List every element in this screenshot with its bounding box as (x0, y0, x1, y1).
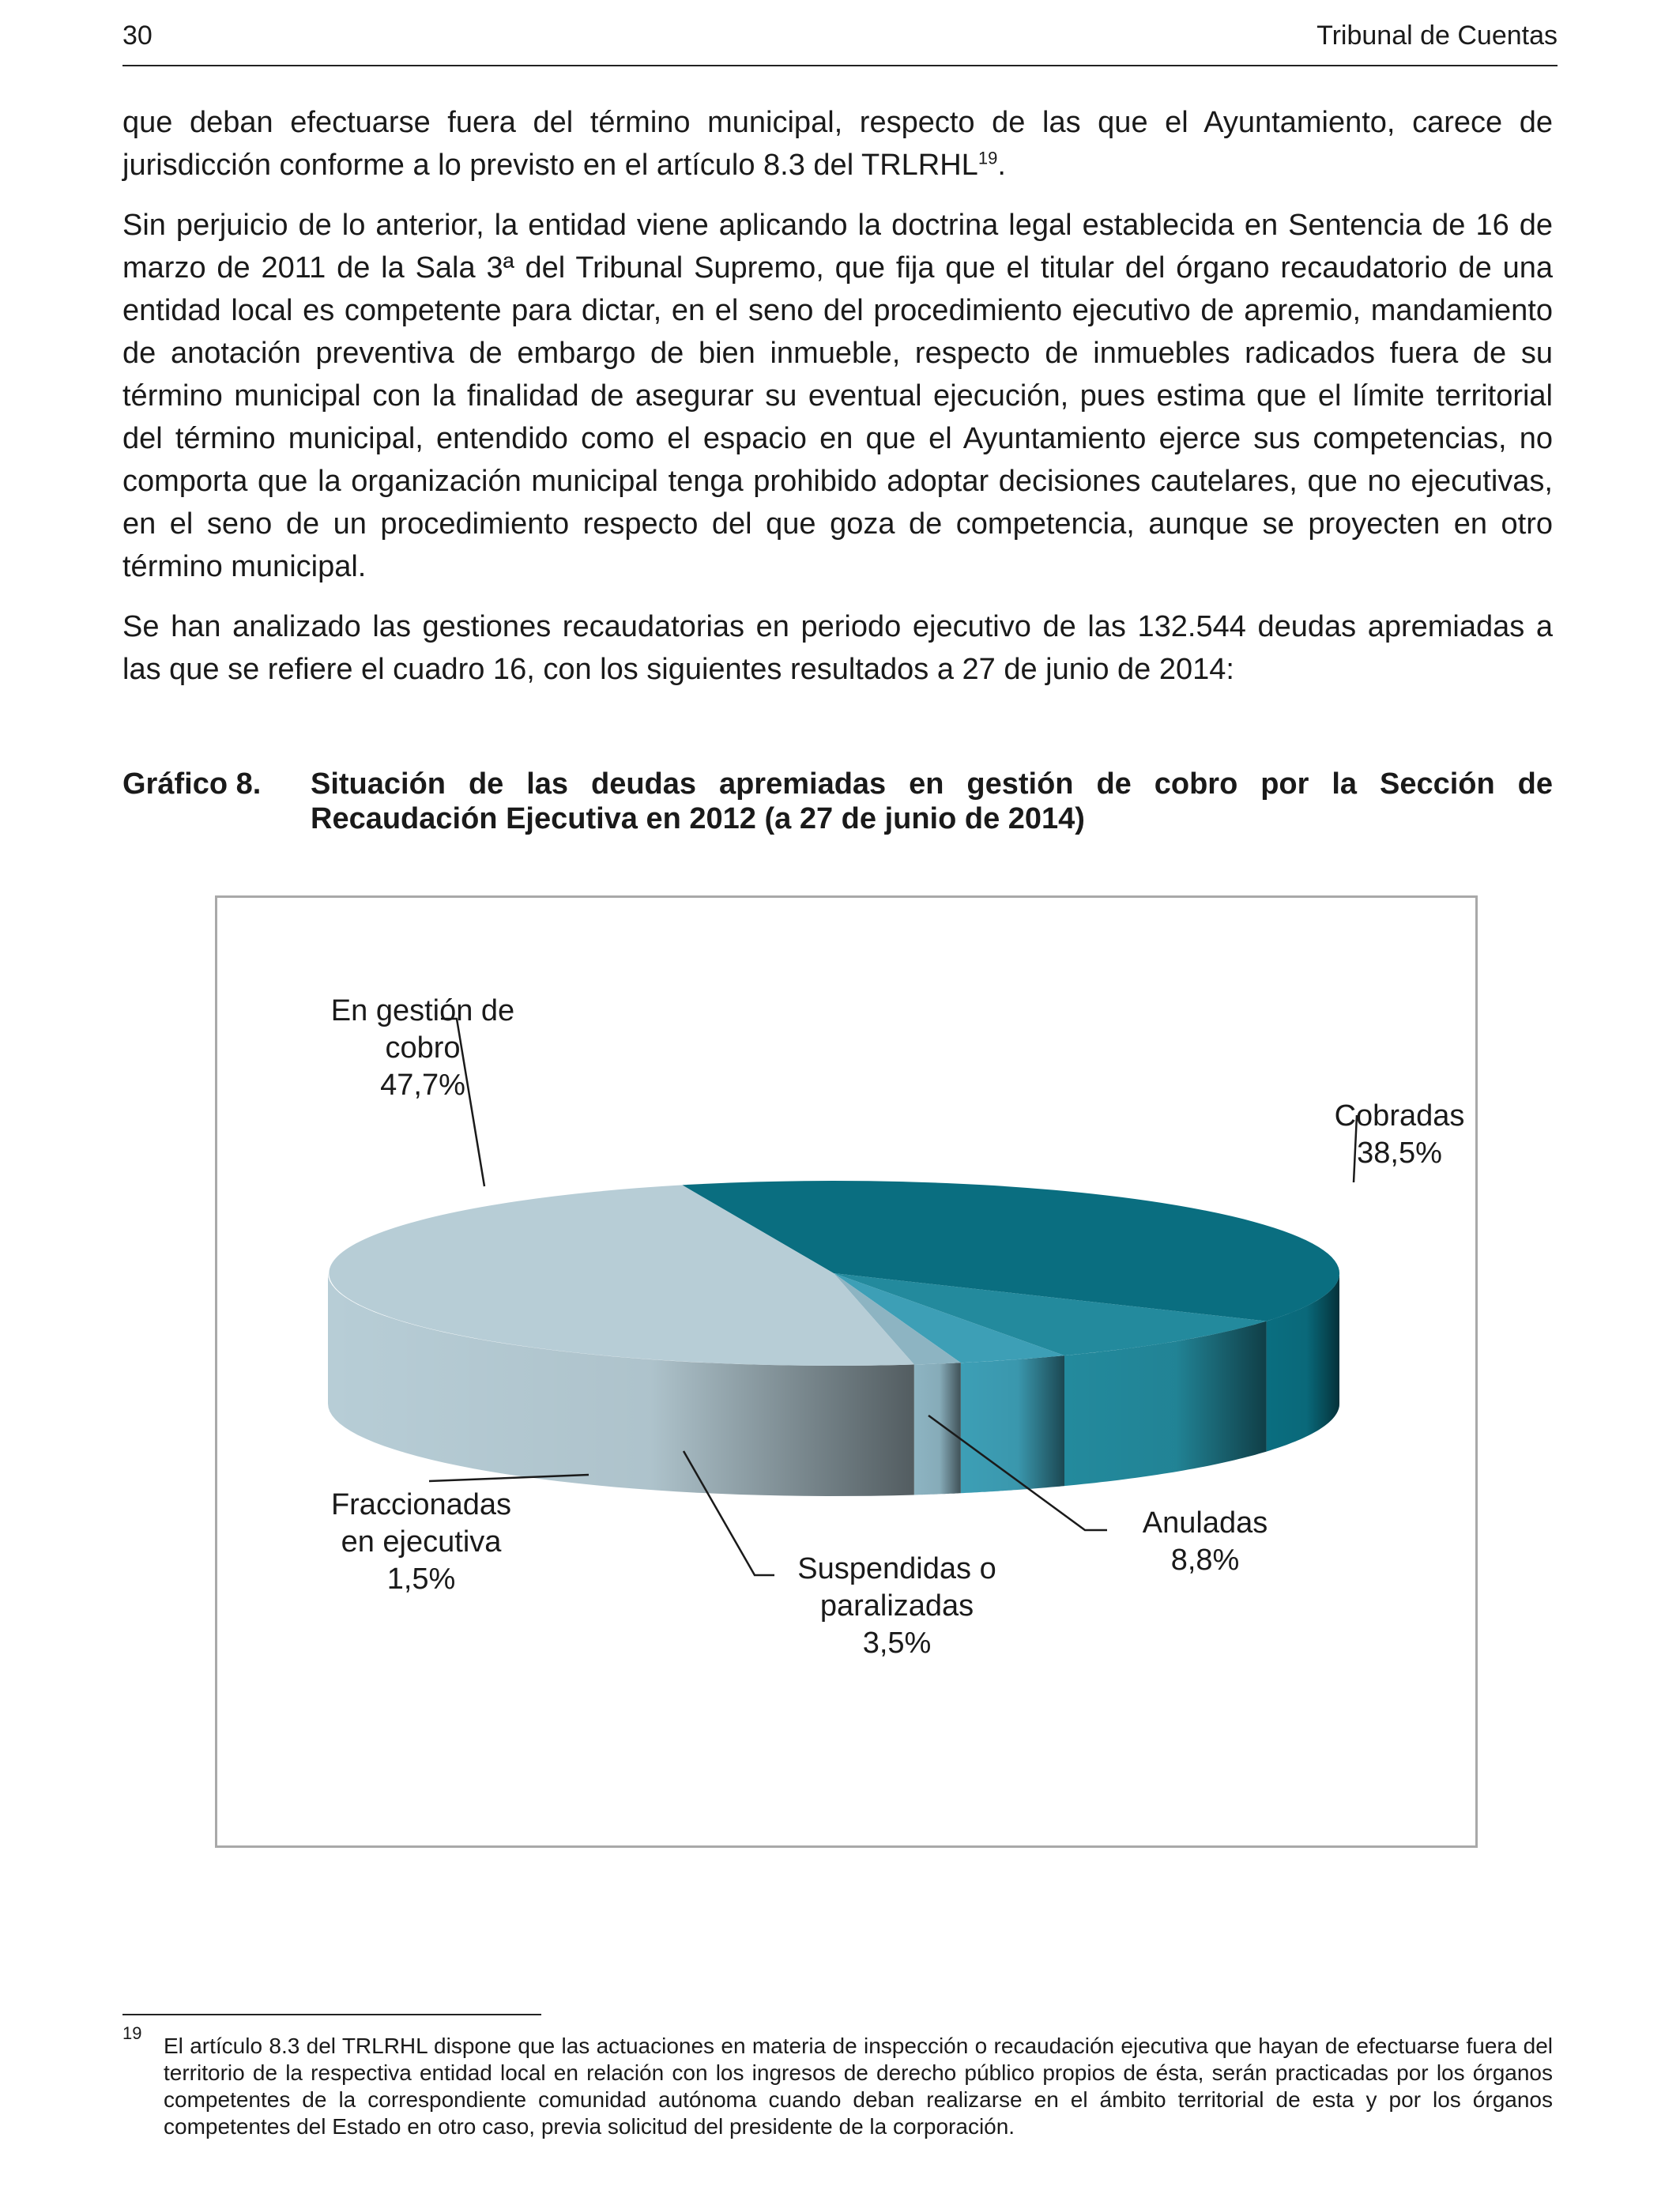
paragraph-3: Se han analizado las gestiones recaudatorias en periodo ejecutivo de las 132.544 deudas apremiadas a las que se refiere el cuadro 16, con los siguientes resultados a 27 de junio de 2014: (122, 610, 1553, 686)
slice-label-line: Fraccionadas (330, 1488, 512, 1521)
pie-slice-side-fraccionadas-en-ejecutiva (914, 1363, 961, 1495)
pie-chart (217, 898, 1475, 1845)
slice-label-line: Suspendidas o (797, 1552, 996, 1585)
page-header (122, 17, 1558, 66)
slice-label-line: En gestión de (330, 994, 515, 1027)
paragraph-2: Sin perjuicio de lo anterior, la entidad viene aplicando la doctrina legal establecida en Sentencia de 16 de marzo de 2011 de la Sala 3ª del Tribunal Supremo, que fija que el titular del órgano recaudatorio de una entidad local es competente para dictar, en el seno del procedimiento ejecutivo de apremio, mandamiento de anotación preventiva de embargo de bien inmueble, respecto de inmuebles radicados fuera de su término municipal con la finalidad de asegurar su eventual ejecución, pues estima que el límite territorial del término municipal, entendido como el espacio en que el Ayuntamiento ejerce sus competencias, no comporta que la organización municipal tenga prohibido adoptar decisiones cautelares, que no ejecutivas, en el seno de un procedimiento respecto del que goza de competencia, aunque se proyecten en otro término municipal. (122, 209, 1553, 583)
footnote-number: 19 (122, 2023, 142, 2043)
figure-label: Gráfico 8. (122, 767, 262, 801)
slice-label-line: 38,5% (1357, 1137, 1442, 1170)
slice-label-en-gestion-de-cobro (331, 994, 514, 1102)
slice-label-line: paralizadas (819, 1589, 974, 1623)
slice-label-line: 8,8% (1170, 1544, 1240, 1577)
slice-label-line: Anuladas (1142, 1506, 1268, 1540)
pie-chart-frame (215, 895, 1478, 1848)
footnote-ref[interactable]: 19 (977, 148, 998, 168)
slice-label-line: en ejecutiva (341, 1525, 502, 1559)
paragraph-1-text: que deban efectuarse fuera del término municipal, respecto de las que el Ayuntamiento, carece de jurisdicción conforme a lo previsto en el artículo 8.3 del TRLRHL (122, 106, 1553, 182)
slice-label-line: cobro (385, 1031, 461, 1065)
slice-label-line: 3,5% (862, 1627, 932, 1660)
figure-title: Situación de las deudas apremiadas en gestión de cobro por la Sección de Recaudación Ejecutiva en 2012 (a 27 de junio de 2014) (311, 767, 1553, 835)
header-organization: Tribunal de Cuentas (1317, 21, 1558, 51)
slice-label-line: 47,7% (380, 1069, 465, 1102)
slice-label-fraccionadas-en-ejecutiva (331, 1488, 511, 1596)
paragraph-1 (122, 101, 1553, 187)
pie-slice-side-suspendidas-o-paralizadas (961, 1355, 1064, 1493)
slice-label-line: 1,5% (386, 1563, 456, 1596)
slice-label-anuladas (1143, 1506, 1268, 1577)
page-number: 30 (122, 21, 153, 51)
footnote-text: El artículo 8.3 del TRLRHL dispone que las actuaciones en materia de inspección o recaudación ejecutiva que hayan de efectuarse fuera del territorio de la respectiva entidad local en relación con los ingresos de derecho público propios de ésta, serán practicadas por los órganos competentes de la correspondiente comunidad autónoma cuando deban realizarse en el ámbito territorial de esta y por los órganos competentes del Estado en otro caso, previa solicitud del presidente de la corporación. (164, 2034, 1553, 2139)
slice-label-suspendidas-o-paralizadas (797, 1552, 996, 1660)
slice-label-line: Cobradas (1334, 1099, 1465, 1133)
paragraph-1-end: . (997, 149, 1006, 182)
footnote-rule (122, 2014, 541, 2015)
body-text (122, 101, 1553, 708)
